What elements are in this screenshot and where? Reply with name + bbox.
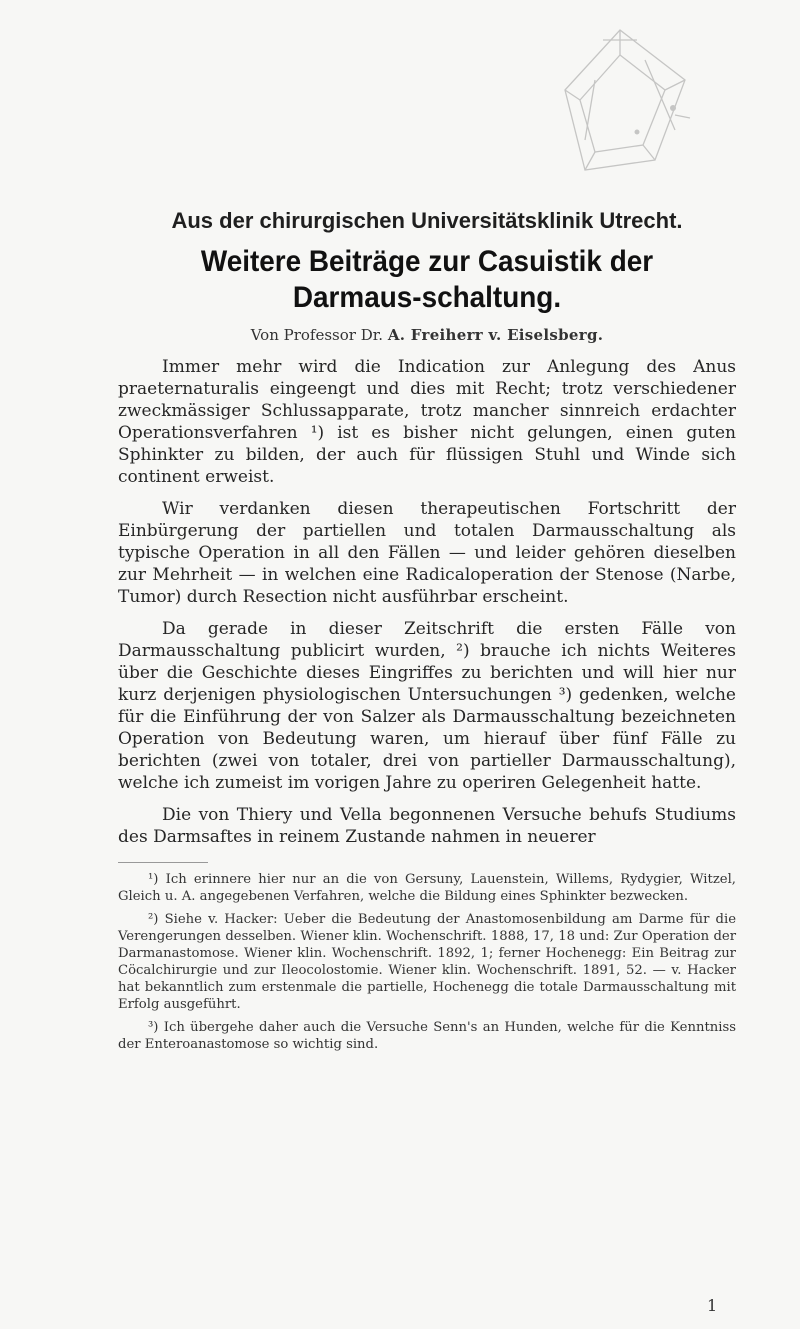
byline [118,326,736,344]
author-name: A. Freiherr v. Eiselsberg. [387,326,604,344]
paragraph: Die von Thiery und Vella begonnenen Versuche behufs Studiums des Darmsaftes in reinem Zustande nahmen in neuerer [118,805,736,847]
article-title: Weitere Beiträge zur Casuistik der Darmaus-schaltung. [200,245,654,314]
footnote-divider [118,862,208,863]
paragraph: Wir verdanken diesen therapeutischen Fortschritt der Einbürgerung der partiellen und totalen Darmausschaltung als typische Operation in all den Fällen — und leider gehören dieselben zur Mehrheit — in welchen eine Radicaloperation der Stenose (Narbe, Tumor) durch Resection nicht ausführbar erscheint. [118,499,736,607]
footnote: ²) Siehe v. Hacker: Ueber die Bedeutung der Anastomosenbildung am Darme für die Verengerungen desselben. Wiener klin. Wochenschrift. 1888, 17, 18 und: Zur Operation der Darmanastomose. Wiener klin. Wochenschrift. 1892, 1; ferner Hochenegg: Ein Beitrag zur Cöcalchirurgie und zur Ileocolostomie. Wiener klin. Wochenschrift. 1891, 52. — v. Hacker hat bekanntlich zum erstenmale die partielle, Hochenegg die totale Darmausschaltung mit Erfolg ausgeführt. [118,912,736,1012]
footnote: ³) Ich übergehe daher auch die Versuche Senn's an Hunden, welche für die Kenntniss der Enteroanastomose so wichtig sind. [118,1020,736,1052]
article [118,208,736,1059]
paragraph: Immer mehr wird die Indication zur Anlegung des Anus praeternaturalis eingeengt und dies mit Recht; trotz verschiedener zweckmässiger Schlussapparate, trotz mancher sinnreich erdachter Operationsverfahren ¹) ist es bisher nicht gelungen, einen guten Sphinkter zu bilden, der auch für flüssigen Stuhl und Winde sich continent erweist. [118,357,736,487]
library-stamp [525,20,705,200]
byline-prefix: Von Professor Dr. [250,326,384,344]
paragraph: Da gerade in dieser Zeitschrift die ersten Fälle von Darmausschaltung publicirt wurden, ²) brauche ich nichts Weiteres über die Geschichte dieses Eingriffes zu berichten und will hier nur kurz derjenigen physiologischen Untersuchungen ³) gedenken, welche für die Einführung der von Salzer als Darmausschaltung bezeichneten Operation von Bedeutung waren, um hierauf über fünf Fälle zu berichten (zwei von totaler, drei von partieller Darmausschaltung), welche ich zumeist im vorigen Jahre zu operiren Gelegenheit hatte. [118,619,736,793]
page-number: 1 [707,1296,718,1315]
footnote: ¹) Ich erinnere hier nur an die von Gersuny, Lauenstein, Willems, Rydygier, Witzel, Gleich u. A. angegebenen Verfahren, welche die Bildung eines Sphinkter bezwecken. [118,872,736,904]
institution-line: Aus der chirurgischen Universitätsklinik Utrecht. [171,208,683,233]
